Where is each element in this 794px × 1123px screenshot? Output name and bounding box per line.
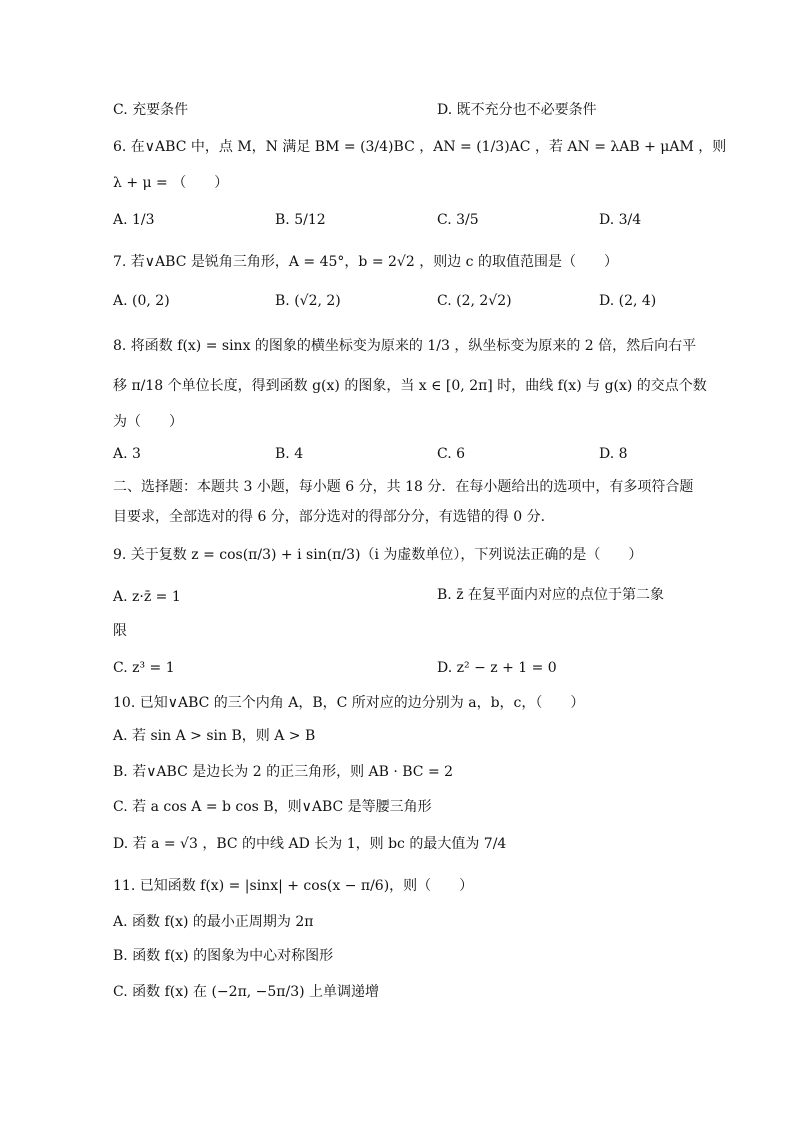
q5-option-d: D. 既不充分也不必要条件 xyxy=(437,102,597,118)
q8-stem-line2: 移 π/18 个单位长度，得到函数 g(x) 的图象，当 x ∈ [0, 2π] 时，曲线 f(x) 与 g(x) 的交点个数 xyxy=(113,378,707,394)
q6-stem-line2: λ + μ = （ ） xyxy=(113,175,229,191)
q6-option-d: D. 3/4 xyxy=(599,212,642,228)
section2-line2: 目要求，全部选对的得 6 分，部分选对的得部分分，有选错的得 0 分． xyxy=(113,509,555,525)
q9-option-a: A. z·z̄ = 1 xyxy=(113,589,181,605)
q10-option-d: D. 若 a = √3 ，BC 的中线 AD 长为 1，则 bc 的最大值为 7/4 xyxy=(113,836,507,852)
q9-option-b-continued: 限 xyxy=(113,623,127,639)
q7-option-b: B. (√2, 2) xyxy=(275,293,341,309)
q10-option-b: B. 若∨ABC 是边长为 2 的正三角形，则 AB · BC = 2 xyxy=(113,764,454,780)
q6-stem-line1: 6. 在∨ABC 中，点 M，N 满足 BM = (3/4)BC ，AN = (1/3)AC ，若 AN = λAB + μAM ，则 xyxy=(113,139,727,155)
q8-stem-line1: 8. 将函数 f(x) = sinx 的图象的横坐标变为原来的 1/3 ，纵坐标变为原来的 2 倍，然后向右平 xyxy=(113,338,697,354)
q7-option-d: D. (2, 4) xyxy=(599,293,657,309)
q9-option-b: B. z̄ 在复平面内对应的点位于第二象 xyxy=(437,587,665,603)
q7-option-c: C. (2, 2√2) xyxy=(437,293,512,309)
q11-option-a: A. 函数 f(x) 的最小正周期为 2π xyxy=(113,914,314,930)
q8-option-d: D. 8 xyxy=(599,446,628,462)
q10-option-c: C. 若 a cos A = b cos B，则∨ABC 是等腰三角形 xyxy=(113,799,432,815)
q8-stem-line3: 为（ ） xyxy=(113,414,183,430)
q5-option-c: C. 充要条件 xyxy=(113,102,189,118)
q11-stem: 11. 已知函数 f(x) = |sinx| + cos(x − π/6)，则（ ） xyxy=(113,878,474,894)
q7-option-a: A. (0, 2) xyxy=(113,293,170,309)
q10-option-a: A. 若 sin A > sin B，则 A > B xyxy=(113,728,316,744)
q10-stem: 10. 已知∨ABC 的三个内角 A，B，C 所对应的边分别为 a，b，c，（ ） xyxy=(113,695,585,711)
q8-option-c: C. 6 xyxy=(437,446,466,462)
q6-option-c: C. 3/5 xyxy=(437,212,479,228)
q6-option-a: A. 1/3 xyxy=(113,212,155,228)
q11-option-c: C. 函数 f(x) 在 (−2π, −5π/3) 上单调递增 xyxy=(113,984,380,1000)
q6-option-b: B. 5/12 xyxy=(275,212,326,228)
q9-option-c: C. z³ = 1 xyxy=(113,660,175,676)
section2-line1: 二、选择题：本题共 3 小题，每小题 6 分，共 18 分．在每小题给出的选项中，有多项符合题 xyxy=(113,479,694,495)
q7-stem: 7. 若∨ABC 是锐角三角形，A = 45°，b = 2√2 ，则边 c 的取值范围是（ ） xyxy=(113,254,618,270)
q9-stem: 9. 关于复数 z = cos(π/3) + i sin(π/3)（i 为虚数单位），下列说法正确的是（ ） xyxy=(113,547,643,563)
q11-option-b: B. 函数 f(x) 的图象为中心对称图形 xyxy=(113,948,334,964)
q8-option-a: A. 3 xyxy=(113,446,141,462)
q9-option-d: D. z² − z + 1 = 0 xyxy=(437,660,557,676)
q8-option-b: B. 4 xyxy=(275,446,304,462)
